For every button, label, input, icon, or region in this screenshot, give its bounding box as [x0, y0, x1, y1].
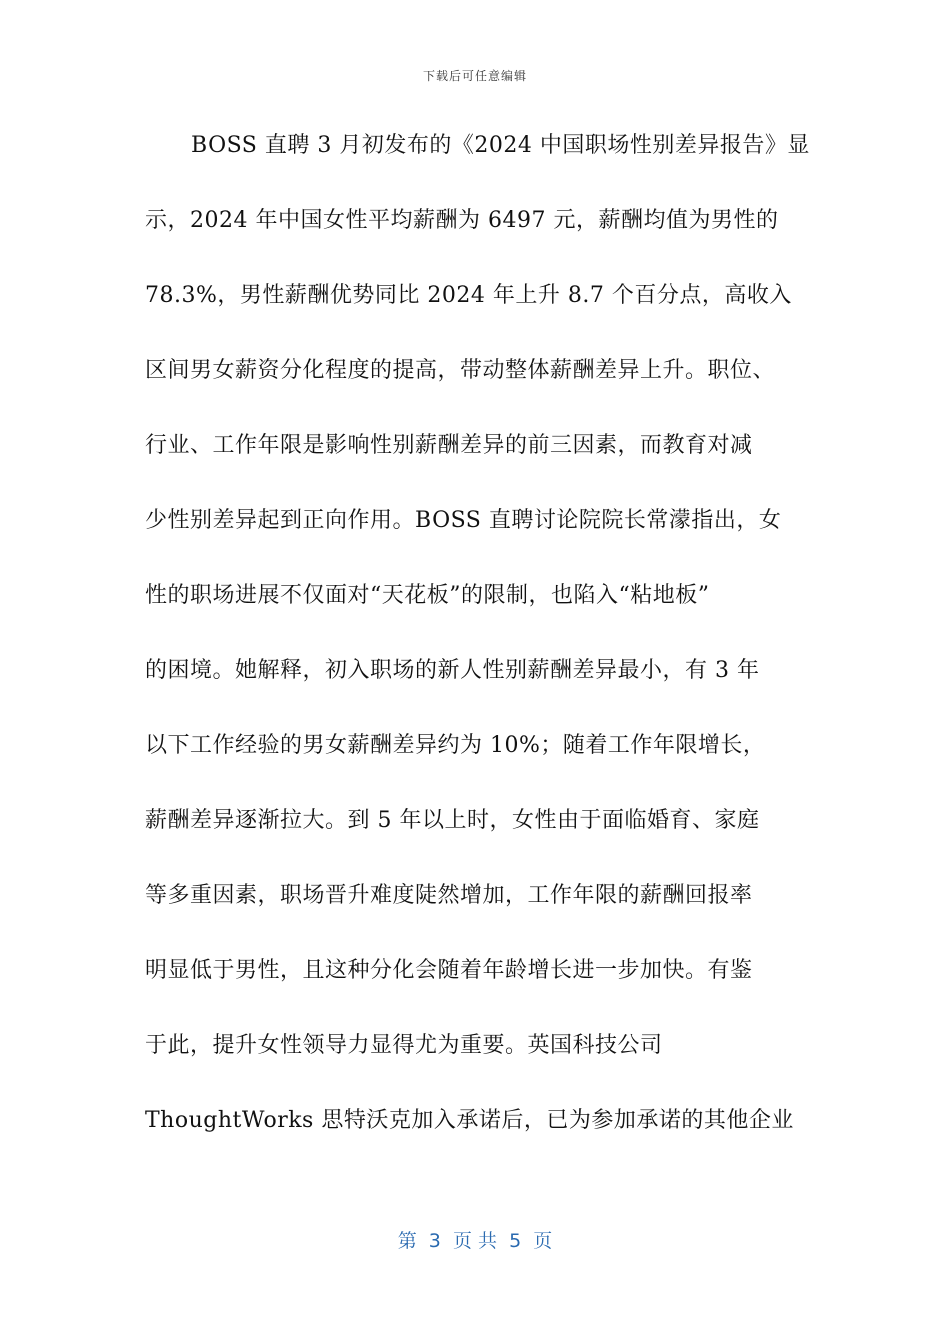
- paragraph-line: 行业、工作年限是影响性别薪酬差异的前三因素，而教育对减: [145, 433, 753, 458]
- paragraph-line: 明显低于男性，且这种分化会随着年龄增长进一步加快。有鉴: [145, 958, 753, 983]
- paragraph-line: 的困境。她解释，初入职场的新人性别薪酬差异最小，有 3 年: [145, 658, 760, 683]
- paragraph-line: BOSS 直聘 3 月初发布的《2024 中国职场性别差异报告》显: [191, 133, 810, 158]
- page-number-footer: 第 3 页 共 5 页: [397, 1230, 553, 1252]
- paragraph-line: 少性别差异起到正向作用。BOSS 直聘讨论院院长常濛指出，女: [145, 508, 782, 533]
- paragraph-line: 区间男女薪资分化程度的提高，带动整体薪酬差异上升。职位、: [145, 358, 776, 383]
- paragraph-line: 于此，提升女性领导力显得尤为重要。英国科技公司: [145, 1033, 663, 1058]
- paragraph-line: 薪酬差异逐渐拉大。到 5 年以上时，女性由于面临婚育、家庭: [145, 808, 760, 833]
- paragraph-line: 性的职场进展不仅面对“天花板”的限制，也陷入“粘地板”: [145, 583, 710, 608]
- document-body: [145, 128, 815, 1178]
- paragraph-line: 以下工作经验的男女薪酬差异约为 10%；随着工作年限增长，: [145, 733, 766, 758]
- paragraph-line: 78.3%，男性薪酬优势同比 2024 年上升 8.7 个百分点，高收入: [145, 283, 792, 308]
- paragraph-line: ThoughtWorks 思特沃克加入承诺后，已为参加承诺的其他企业: [145, 1108, 794, 1133]
- header-note: 下载后可任意编辑: [422, 69, 527, 83]
- paragraph-line: 等多重因素，职场晋升难度陡然增加，工作年限的薪酬回报率: [145, 883, 753, 908]
- paragraph-line: 示，2024 年中国女性平均薪酬为 6497 元，薪酬均值为男性的: [145, 208, 779, 233]
